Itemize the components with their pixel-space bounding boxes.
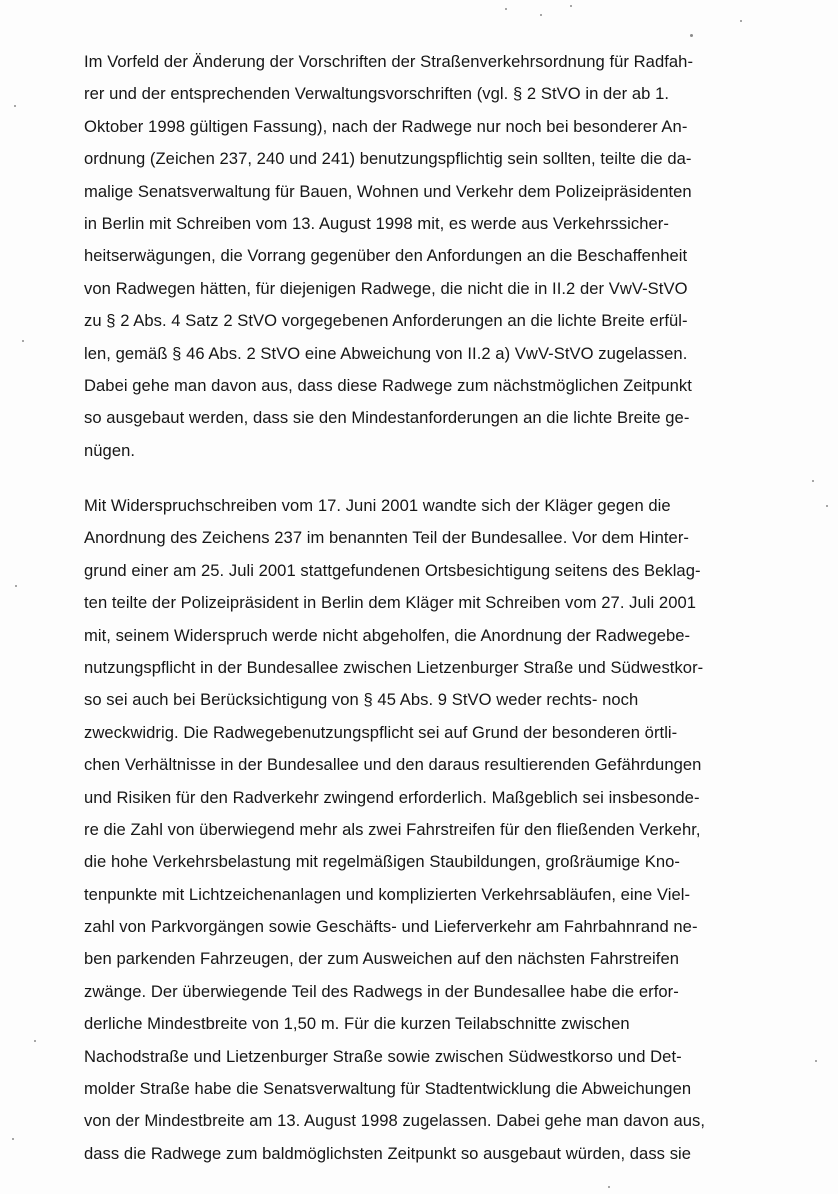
text-line: tenpunkte mit Lichtzeichenanlagen und komplizierten Verkehrsabläufen, eine Viel- [84, 884, 691, 904]
text-line: so sei auch bei Berücksichtigung von § 45 Abs. 9 StVO weder rechts- noch [84, 690, 639, 710]
text-line: ordnung (Zeichen 237, 240 und 241) benutzungspflichtig sein sollten, teilte die da- [84, 149, 692, 169]
text-line: zweckwidrig. Die Radwegebenutzungspflicht sei auf Grund der besonderen örtli- [84, 722, 678, 742]
text-line: mit, seinem Widerspruch werde nicht abgeholfen, die Anordnung der Radwegebe- [84, 625, 691, 645]
scan-noise-speck [14, 105, 16, 107]
text-line: zwänge. Der überwiegende Teil des Radwegs in der Bundesallee habe die erfor- [84, 981, 679, 1001]
text-line: rer und der entsprechenden Verwaltungsvorschriften (vgl. § 2 StVO in der ab 1. [84, 84, 670, 104]
text-line: zu § 2 Abs. 4 Satz 2 StVO vorgegebenen Anforderungen an die lichte Breite erfül- [84, 311, 688, 331]
scan-noise-speck [815, 1060, 817, 1062]
text-line: Oktober 1998 gültigen Fassung), nach der Radwege nur noch bei besonderer An- [84, 116, 688, 136]
scan-noise-speck [812, 480, 814, 482]
text-line: re die Zahl von überwiegend mehr als zwei Fahrstreifen für den fließenden Verkehr, [84, 819, 701, 839]
scan-noise-speck [826, 505, 828, 507]
scan-noise-speck [15, 585, 17, 587]
text-line: derliche Mindestbreite von 1,50 m. Für die kurzen Teilabschnitte zwischen [84, 1014, 630, 1034]
text-line: zahl von Parkvorgängen sowie Geschäfts- und Lieferverkehr am Fahrbahnrand ne- [84, 917, 698, 937]
scan-noise-speck [690, 34, 693, 37]
scan-noise-speck [540, 14, 542, 16]
text-line: molder Straße habe die Senatsverwaltung für Stadtentwicklung die Abweichungen [84, 1079, 692, 1099]
text-line: von der Mindestbreite am 13. August 1998 zugelassen. Dabei gehe man davon aus, [84, 1111, 706, 1131]
text-line: Anordnung des Zeichens 237 im benannten Teil der Bundesallee. Vor dem Hinter- [84, 528, 689, 548]
paragraph-1 [84, 46, 808, 467]
text-line: Dabei gehe man davon aus, dass diese Radwege zum nächstmöglichen Zeitpunkt [84, 375, 692, 395]
text-line: malige Senatsverwaltung für Bauen, Wohnen und Verkehr dem Polizeipräsidenten [84, 181, 692, 201]
text-line: die hohe Verkehrsbelastung mit regelmäßigen Staubildungen, großräumige Kno- [84, 852, 680, 872]
text-line: nutzungspflicht in der Bundesallee zwischen Lietzenburger Straße und Südwestkor- [84, 657, 704, 677]
scan-noise-speck [570, 5, 572, 7]
scan-noise-speck [740, 20, 742, 22]
text-line: len, gemäß § 46 Abs. 2 StVO eine Abweichung von II.2 a) VwV-StVO zugelassen. [84, 343, 688, 363]
text-line: heitserwägungen, die Vorrang gegenüber den Anfordungen an die Beschaffenheit [84, 246, 688, 266]
text-line: so ausgebaut werden, dass sie den Mindestanforderungen an die lichte Breite ge- [84, 408, 690, 428]
text-line: ten teilte der Polizeipräsident in Berlin dem Kläger mit Schreiben vom 27. Juli 2001 [84, 593, 697, 613]
text-line: Nachodstraße und Lietzenburger Straße sowie zwischen Südwestkorso und Det- [84, 1046, 682, 1066]
text-line: und Risiken für den Radverkehr zwingend erforderlich. Maßgeblich sei insbesonde- [84, 787, 700, 807]
scan-noise-speck [34, 1040, 36, 1042]
scan-noise-speck [608, 1186, 610, 1188]
scan-noise-speck [22, 340, 24, 342]
text-line: dass die Radwege zum baldmöglichsten Zeitpunkt so ausgebaut würden, dass sie [84, 1143, 692, 1163]
scan-noise-speck [12, 1138, 14, 1140]
text-line: Im Vorfeld der Änderung der Vorschriften der Straßenverkehrsordnung für Radfah- [84, 52, 694, 71]
text-line: von Radwegen hätten, für diejenigen Radwege, die nicht die in II.2 der VwV-StVO [84, 278, 688, 298]
paragraph-2 [84, 490, 808, 1170]
text-line: in Berlin mit Schreiben vom 13. August 1998 mit, es werde aus Verkehrssicher- [84, 213, 669, 233]
text-line: Mit Widerspruchschreiben vom 17. Juni 2001 wandte sich der Kläger gegen die [84, 496, 671, 515]
text-line: grund einer am 25. Juli 2001 stattgefundenen Ortsbesichtigung seitens des Beklag- [84, 560, 701, 580]
text-line: nügen. [84, 440, 136, 460]
text-line: chen Verhältnisse in der Bundesallee und den daraus resultierenden Gefährdungen [84, 755, 702, 775]
text-line: ben parkenden Fahrzeugen, der zum Ausweichen auf den nächsten Fahrstreifen [84, 949, 679, 969]
scan-noise-speck [505, 8, 507, 10]
